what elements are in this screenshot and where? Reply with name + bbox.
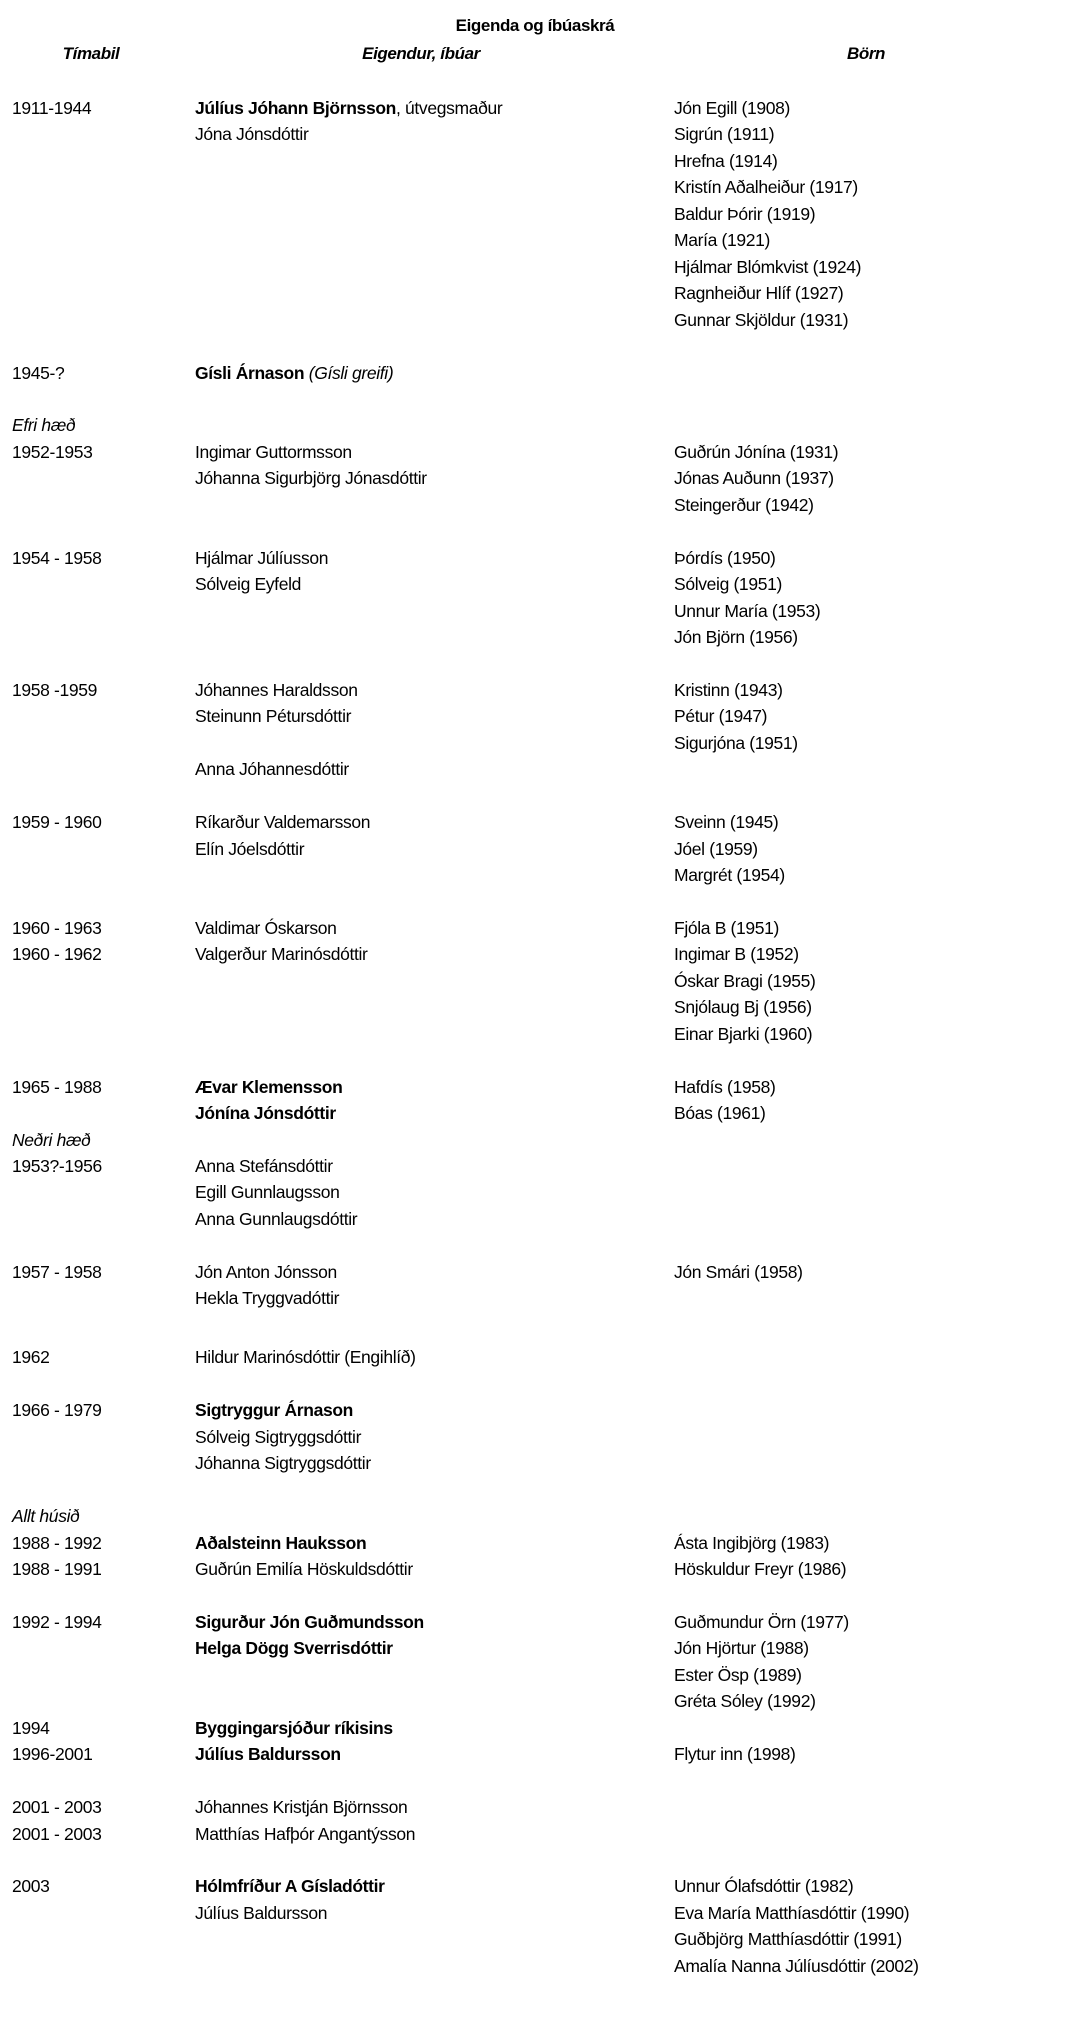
owner-name (195, 758, 349, 780)
owner-name-text: Steinunn Pétursdóttir (195, 706, 352, 727)
period: 1960 - 1963 (12, 917, 102, 938)
owner-name (195, 811, 370, 833)
owner-name (195, 1611, 424, 1633)
owner-name-text: Valgerður Marinósdóttir (195, 944, 368, 965)
period: 1960 - 1962 (12, 944, 102, 965)
owner-name (195, 1743, 341, 1765)
owner-name-text: Guðrún Emilía Höskuldsdóttir (195, 1559, 413, 1580)
header-children: Börn (846, 44, 886, 63)
child-name: Ester Ösp (1989) (674, 1664, 802, 1685)
period: 1958 -1959 (12, 679, 98, 700)
owner-name-text: Helga Dögg Sverrisdóttir (195, 1638, 393, 1659)
owner-name (195, 1452, 371, 1474)
child-name: Flytur inn (1998) (674, 1744, 796, 1765)
owner-name (195, 1717, 393, 1739)
owner-name-text: Jóhanna Sigtryggsdóttir (195, 1453, 371, 1474)
owner-name-text: Jóna Jónsdóttir (195, 124, 309, 145)
child-name: Amalía Nanna Júlíusdóttir (2002) (674, 1955, 919, 1976)
child-name: Jóel (1959) (674, 838, 758, 859)
child-name: María (1921) (674, 230, 770, 251)
owner-name (195, 1261, 337, 1283)
owner-name-text: Elín Jóelsdóttir (195, 838, 305, 859)
child-name: Kristinn (1943) (674, 679, 783, 700)
period: 1996-2001 (12, 1744, 93, 1765)
owner-name (195, 97, 502, 119)
document-title: Eigenda og íbúaskrá (455, 16, 615, 35)
child-name: Guðmundur Örn (1977) (674, 1611, 849, 1632)
owner-name (195, 123, 308, 145)
child-name: Jón Egill (1908) (674, 98, 790, 118)
owner-name-text: Ingimar Guttormsson (195, 441, 352, 462)
owner-name (195, 1181, 340, 1203)
child-name: Kristín Aðalheiður (1917) (674, 177, 858, 198)
owner-name (195, 679, 358, 701)
section-label: Neðri hæð (12, 1129, 91, 1150)
owner-name (195, 1796, 407, 1818)
period: 1945-? (12, 362, 65, 383)
owner-name (195, 1076, 342, 1098)
child-name: Eva María Matthíasdóttir (1990) (674, 1902, 910, 1923)
child-name: Pétur (1947) (674, 706, 768, 727)
child-name: Margrét (1954) (674, 865, 785, 886)
period: 1952-1953 (12, 441, 93, 462)
owner-name-text: Aðalsteinn Hauksson (195, 1532, 367, 1553)
owner-name (195, 467, 427, 489)
owner-name-text: Byggingarsjóður ríkisins (195, 1717, 393, 1738)
child-name: Gréta Sóley (1992) (674, 1691, 816, 1712)
owner-name (195, 917, 337, 939)
period: 2001 - 2003 (12, 1823, 102, 1844)
owner-name-text: Júlíus Jóhann Björnsson (195, 98, 397, 118)
period: 1966 - 1979 (12, 1400, 102, 1421)
section-label: Allt húsið (12, 1506, 80, 1527)
owner-name (195, 1102, 336, 1124)
owner-name-text: Anna Stefánsdóttir (195, 1156, 333, 1176)
child-name: Ingimar B (1952) (674, 944, 799, 965)
child-name: Gunnar Skjöldur (1931) (674, 309, 849, 330)
period: 1911-1944 (12, 98, 92, 118)
owner-name (195, 362, 393, 384)
owner-name-text: Ríkarður Valdemarsson (195, 812, 371, 833)
child-name: Ragnheiður Hlíf (1927) (674, 283, 844, 304)
owner-name (195, 1208, 357, 1230)
owner-note: , útvegsmaður (396, 98, 503, 118)
child-name: Hrefna (1914) (674, 150, 778, 171)
owner-name-text: Júlíus Baldursson (195, 1744, 341, 1765)
owner-name (195, 838, 304, 860)
child-name: Sólveig (1951) (674, 574, 782, 595)
owner-name (195, 441, 352, 463)
owner-name-text: Anna Jóhannesdóttir (195, 759, 349, 780)
owner-name (195, 1287, 339, 1309)
owner-name (195, 1823, 415, 1845)
period: 1988 - 1992 (12, 1532, 102, 1553)
owner-name (195, 1426, 361, 1448)
owner-name (195, 1875, 385, 1897)
child-name: Fjóla B (1951) (674, 917, 780, 938)
child-name: Jón Smári (1958) (674, 1261, 803, 1282)
owner-name (195, 705, 351, 727)
child-name: Snjólaug Bj (1956) (674, 997, 812, 1018)
owner-name (195, 1902, 327, 1924)
child-name: Bóas (1961) (674, 1103, 766, 1124)
child-name: Hjálmar Blómkvist (1924) (674, 256, 862, 277)
period: 1954 - 1958 (12, 547, 102, 568)
owner-name (195, 1155, 333, 1177)
owner-name-text: Jóhannes Kristján Björnsson (195, 1797, 408, 1818)
child-name: Unnur María (1953) (674, 600, 821, 621)
owner-name-text: Jóhanna Sigurbjörg Jónasdóttir (195, 468, 427, 489)
section-label: Efri hæð (12, 415, 76, 436)
child-name: Sveinn (1945) (674, 812, 779, 833)
period: 1957 - 1958 (12, 1261, 102, 1282)
period: 2003 (12, 1876, 50, 1897)
owner-name-text: Ævar Klemensson (195, 1076, 343, 1097)
child-name: Óskar Bragi (1955) (674, 970, 816, 991)
child-name: Guðbjörg Matthíasdóttir (1991) (674, 1929, 902, 1950)
child-name: Guðrún Jónína (1931) (674, 441, 839, 462)
owner-name-text: Sólveig Eyfeld (195, 574, 301, 595)
child-name: Sigrún (1911) (674, 124, 775, 145)
owner-name (195, 1346, 416, 1368)
child-name: Ásta Ingibjörg (1983) (674, 1532, 830, 1553)
child-name: Þórdís (1950) (674, 547, 776, 568)
owner-name (195, 547, 328, 569)
owner-name (195, 573, 301, 595)
period: 1965 - 1988 (12, 1076, 102, 1097)
owner-name (195, 943, 368, 965)
owner-name (195, 1558, 413, 1580)
child-name: Jónas Auðunn (1937) (674, 468, 834, 489)
owner-name (195, 1532, 366, 1554)
owner-name-text: Jóhannes Haraldsson (195, 679, 358, 700)
child-name: Sigurjóna (1951) (674, 732, 798, 753)
owner-name-text: Hekla Tryggvadóttir (195, 1288, 340, 1309)
period: 1953?-1956 (12, 1156, 102, 1176)
owner-name-text: Sólveig Sigtryggsdóttir (195, 1426, 362, 1447)
period: 1988 - 1991 (12, 1559, 102, 1580)
owner-name-text: Júlíus Baldursson (195, 1902, 328, 1923)
owner-name-text: Sigtryggur Árnason (195, 1400, 354, 1421)
child-name: Baldur Þórir (1919) (674, 203, 816, 224)
header-period: Tímabil (62, 44, 120, 63)
owner-note: (Gísli greifi) (304, 362, 394, 383)
period: 1992 - 1994 (12, 1611, 102, 1632)
owner-name-text: Jón Anton Jónsson (195, 1261, 337, 1282)
period: 1994 (12, 1717, 50, 1738)
child-name: Hafdís (1958) (674, 1076, 776, 1097)
child-name: Jón Björn (1956) (674, 627, 798, 647)
child-name: Unnur Ólafsdóttir (1982) (674, 1876, 854, 1897)
owner-name-text: Gísli Árnason (195, 362, 305, 383)
owner-name-text: Sigurður Jón Guðmundsson (195, 1611, 424, 1632)
owner-name-text: Jónína Jónsdóttir (195, 1103, 336, 1124)
child-name: Höskuldur Freyr (1986) (674, 1559, 847, 1580)
child-name: Jón Hjörtur (1988) (674, 1638, 809, 1659)
owner-name-text: Matthías Hafþór Angantýsson (195, 1823, 416, 1844)
owner-name-text: Hildur Marinósdóttir (Engihlíð) (195, 1347, 416, 1368)
owner-name-text: Hólmfríður A Gísladóttir (195, 1876, 385, 1897)
header-owners: Eigendur, íbúar (362, 44, 480, 63)
owner-name-text: Hjálmar Júlíusson (195, 547, 329, 568)
period: 2001 - 2003 (12, 1797, 102, 1818)
owner-name-text: Anna Gunnlaugsdóttir (195, 1208, 358, 1229)
period: 1962 (12, 1347, 50, 1368)
child-name: Steingerður (1942) (674, 494, 814, 515)
owner-name (195, 1399, 353, 1421)
owner-name-text: Valdimar Óskarson (195, 917, 337, 938)
child-name: Einar Bjarki (1960) (674, 1023, 813, 1044)
owner-name-text: Egill Gunnlaugsson (195, 1182, 340, 1203)
owner-name (195, 1637, 393, 1659)
period: 1959 - 1960 (12, 812, 102, 833)
